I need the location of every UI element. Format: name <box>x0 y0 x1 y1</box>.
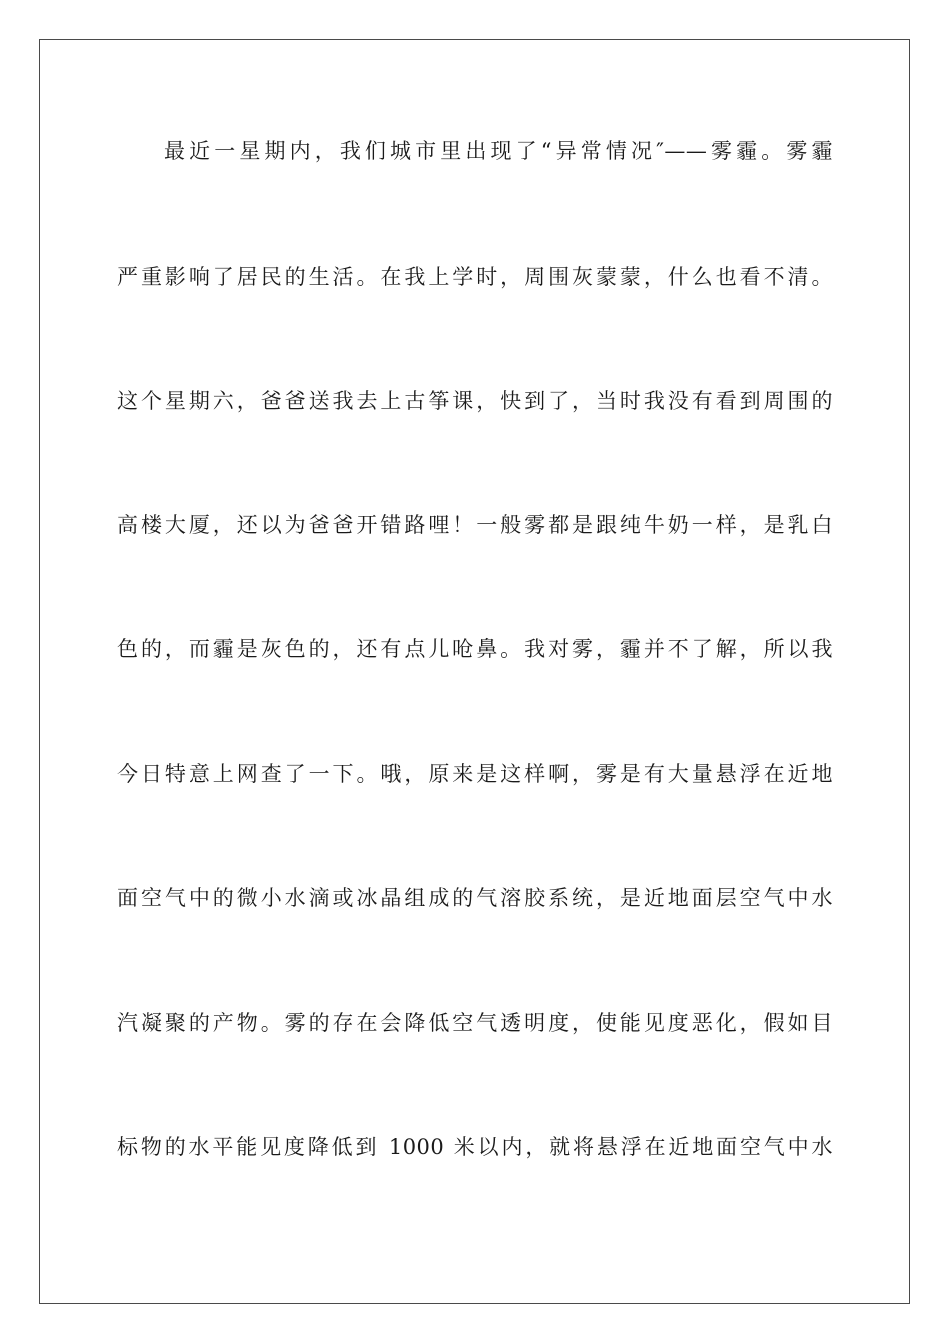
paragraph-line-6: 今日特意上网查了一下。哦，原来是这样啊，雾是有大量悬浮在近地 <box>117 762 833 786</box>
paragraph-line-8: 汽凝聚的产物。雾的存在会降低空气透明度，使能见度恶化，假如目 <box>117 1011 833 1035</box>
paragraph-line-4: 高楼大厦，还以为爸爸开错路哩！一般雾都是跟纯牛奶一样，是乳白 <box>117 513 833 537</box>
paragraph-line-9: 标物的水平能见度降低到 1000 米以内，就将悬浮在近地面空气中水 <box>117 1135 833 1159</box>
paragraph-line-5: 色的，而霾是灰色的，还有点儿呛鼻。我对雾，霾并不了解，所以我 <box>117 637 833 661</box>
paragraph-line-7: 面空气中的微小水滴或冰晶组成的气溶胶系统，是近地面层空气中水 <box>117 886 833 910</box>
paragraph-line-1: 最近一星期内，我们城市里出现了“异常情况″——雾霾。雾霾 <box>164 139 833 163</box>
paragraph-line-3: 这个星期六，爸爸送我去上古筝课，快到了，当时我没有看到周围的 <box>117 389 833 413</box>
page-border <box>39 39 910 1304</box>
paragraph-line-2: 严重影响了居民的生活。在我上学时，周围灰蒙蒙，什么也看不清。 <box>117 265 833 289</box>
